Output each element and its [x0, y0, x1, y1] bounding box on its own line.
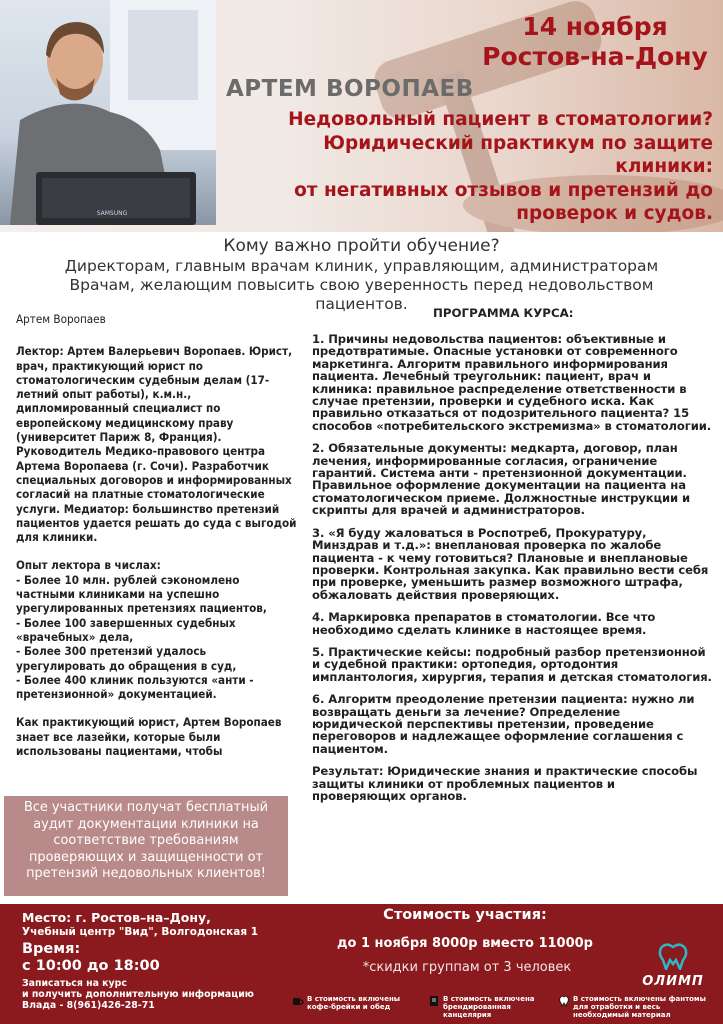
program-title: ПРОГРАММА КУРСА: — [433, 306, 574, 320]
program-item: 3. «Я буду жаловаться в Роспотреб, Прокуратуру, Минздрав и т.д.»: внеплановая проверка по жалобе пациента - к чему готовиться? Плановые и внеплановые проверки. Контрольная закупка. Как правильно вести себя при проверке, уменьшить размер возможного штрафа, обжаловать действия проверяющих. — [312, 525, 709, 602]
event-city: Ростов-на-Дону — [482, 42, 708, 71]
program-item: 2. Обязательные документы: медкарта, договор, план лечения, информированные согласия, ограничение гарантий. Система анти - претензионной документации. Правильное оформление документации на пациента на стоматологическом приеме. Должностные инструкции и скрипты для врачей и администраторов. — [312, 441, 691, 518]
time-label: Время: — [22, 941, 81, 957]
speaker-portrait-icon — [0, 0, 216, 225]
lecturer-closing: Как практикующий юрист, Артем Воропаев знает все лазейки, которые были использованы пациентами, чтобы — [16, 715, 282, 759]
speaker-name: АРТЕМ ВОРОПАЕВ — [226, 76, 474, 102]
audience-question: Кому важно пройти обучение? — [223, 236, 500, 256]
experience-block — [16, 558, 298, 701]
audience-line: пациентов. — [315, 295, 408, 313]
experience-item: - Более 10 млн. рублей сэкономлено частными клиниками на успешно урегулированных претензиях пациентов, — [16, 572, 267, 616]
signup-line: и получить дополнительную информацию — [22, 989, 254, 1001]
program-list — [312, 333, 712, 812]
lecturer-info — [16, 312, 298, 772]
feature-coffee — [292, 995, 412, 1011]
feature-text: В стоимость включены фантомы для отработки и весь необходимый материал — [573, 995, 706, 1019]
tooth-icon — [558, 995, 570, 1007]
tooth-logo-icon — [656, 942, 690, 970]
price: до 1 ноября 8000р вместо 11000р — [337, 936, 593, 951]
experience-item: - Более 100 завершенных судебных «врачебных» дела, — [16, 615, 236, 644]
event-time: с 10:00 до 18:00 — [22, 958, 160, 974]
audience-line: Директорам, главным врачам клиник, управляющим, администраторам — [64, 257, 659, 275]
headline-line: Юридический практикум по защите — [323, 132, 713, 154]
event-date: 14 ноября — [522, 12, 668, 41]
speaker-photo — [0, 0, 216, 225]
experience-item: - Более 300 претензий удалось урегулировать до обращения в суд, — [16, 644, 237, 673]
olimp-logo — [633, 942, 713, 989]
program-item: 1. Причины недовольства пациентов: объективные и предотвратимые. Опасные установки от современного маркетинга. Алгоритм правильного информирования пациента. Лечебный треугольник: пациент, врач и клиника: правильное распределение ответственности в случае претензии, проверки и судебного иска. Как правильно отказаться от подозрительного пациента? 15 способов «потребительского экстремизма» в стоматологии. — [312, 332, 712, 433]
svg-text:SAMSUNG: SAMSUNG — [96, 210, 128, 217]
lecturer-name: Артем Воропаев — [16, 312, 106, 326]
lecturer-bio: Лектор: Артем Валерьевич Воропаев. Юрист, врач, практикующий юрист по стоматологическим судебным делам (17-летний опыт работы), к.м.н., дипломированный специалист по европейскому медицинскому праву (университет Париж 8, Франция). Руководитель Медико-правового центра Артема Воропаева (г. Сочи). Разработчик специальных договоров и информированных согласий на платные стоматологические услуги. Медиатор: большинство претензий пациентов удается решать до суда с выгодой для клиники. — [16, 344, 297, 545]
audience-line: Врачам, желающим повысить свою уверенность перед недовольством — [69, 276, 654, 294]
signup-line: Записаться на курс — [22, 978, 127, 989]
headline-line: от негативных отзывов и претензий до — [294, 179, 713, 201]
cost-title: Стоимость участия: — [383, 907, 547, 923]
signup-info — [22, 978, 312, 1012]
feature-stationery — [428, 995, 548, 1019]
experience-title: Опыт лектора в числах: — [16, 558, 161, 573]
target-audience — [0, 235, 723, 314]
header-banner — [0, 0, 723, 232]
notebook-icon — [428, 995, 440, 1007]
course-headline — [243, 108, 713, 226]
program-item: 6. Алгоритм преодоление претензии пациента: нужно ли возвращать деньги за лечение? Определение юридической перспективы претензии, проведение переговоров и надлежащее оформление соглашения с пациентом. — [312, 692, 695, 756]
headline-line: проверок и судов. — [516, 203, 713, 224]
feature-text: В стоимость включена брендированная канцелярия — [443, 995, 535, 1019]
signup-phone: Влада - 8(961)426-28-71 — [22, 1000, 155, 1012]
program-item: 5. Практические кейсы: подробный разбор претензионной и судебной практики: ортопедия, ортодонтия имплантология, хирургия, терапия и детская стоматология. — [312, 644, 712, 684]
feature-phantoms — [558, 995, 718, 1019]
event-venue: Учебный центр "Вид", Волгодонская 1 — [22, 926, 259, 938]
coffee-cup-icon — [292, 995, 304, 1007]
program-item: 4. Маркировка препаратов в стоматологии. Все что необходимо сделать клинике в настоящее время. — [312, 610, 656, 637]
bonus-audit-banner: Все участники получат бесплатный аудит документации клиники на соответствие требованиям проверяющих и защищенности от претензий недовольных клиентов! — [4, 796, 288, 896]
footer — [0, 904, 723, 1024]
feature-text: В стоимость включены кофе-брейки и обед — [307, 995, 401, 1011]
logo-text: ОЛИМП — [642, 974, 704, 989]
program-result: Результат: Юридические знания и практические способы защиты клиники от проблемных пациентов и проверяющих органов. — [312, 764, 698, 803]
event-logistics — [22, 910, 312, 1012]
headline-line: Недовольный пациент в стоматологии? — [288, 109, 713, 130]
group-discount: *скидки группам от 3 человек — [362, 960, 572, 975]
headline-line: клиники: — [615, 156, 713, 177]
event-place: Место: г. Ростов–на–Дону, — [22, 910, 211, 925]
experience-item: - Более 400 клиник пользуются «анти - претензионной» документацией. — [16, 672, 254, 702]
